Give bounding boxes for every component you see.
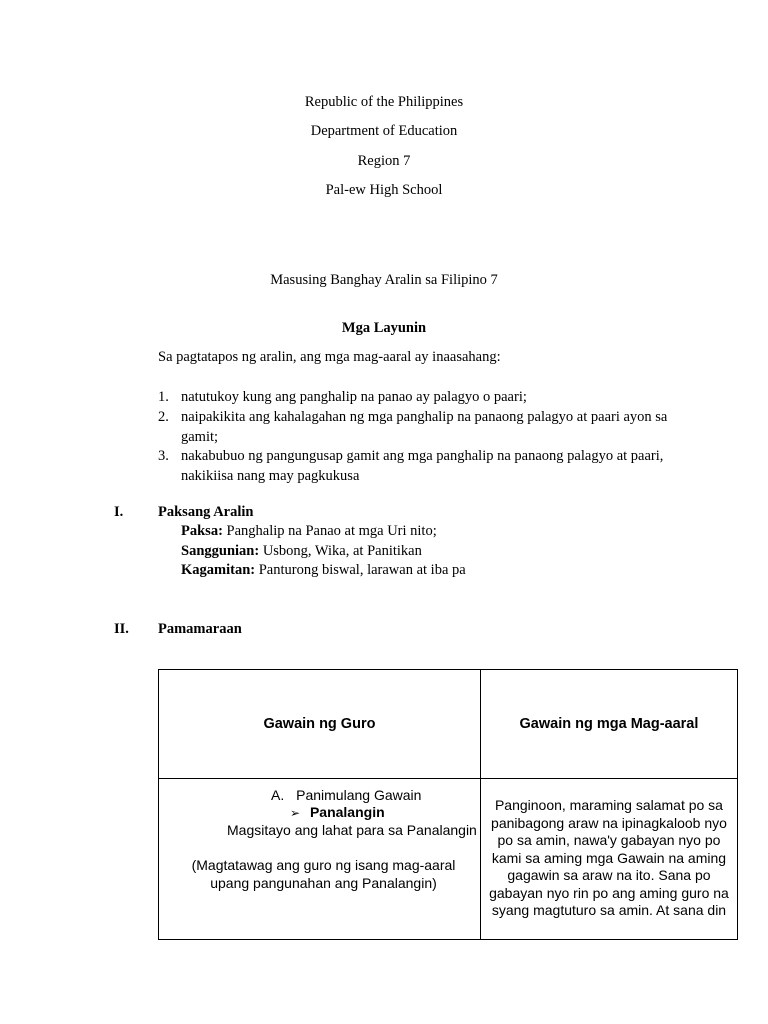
sanggunian-line xyxy=(181,543,422,560)
prayer-title: Panalangin xyxy=(309,804,385,820)
header-republic: Republic of the Philippines xyxy=(304,94,464,110)
objective-text: naipakikita ang kahalagahan ng mga panghalip na panaong palagyo at paari ayon sa gamit; xyxy=(181,409,668,445)
section-1-numeral: I. xyxy=(114,504,124,520)
objective-item-3 xyxy=(158,446,678,486)
paksa-line xyxy=(181,523,437,540)
kagamitan-label: Kagamitan: xyxy=(181,562,256,578)
teacher-activity-header: Gawain ng Guro xyxy=(159,670,481,779)
header-region: Region 7 xyxy=(357,153,411,169)
objectives-heading: Mga Layunin xyxy=(341,320,427,336)
section-2-title: Pamamaraan xyxy=(158,621,242,637)
prayer-instruction: Magsitayo ang lahat para sa Panalangin xyxy=(227,822,477,838)
objective-text: nakabubuo ng pangungusap gamit ang mga panghalip na panaong palagyo at paari, nakikiisa nang may pagkukusa xyxy=(181,448,664,484)
part-a-line xyxy=(271,787,421,805)
objective-item-2 xyxy=(158,407,678,447)
part-a-label: A. xyxy=(271,787,285,803)
section-1-title: Paksang Aralin xyxy=(158,504,254,520)
bullet-arrow-icon: ➢ xyxy=(290,806,301,820)
part-a-title: Panimulang Gawain xyxy=(296,787,422,803)
sanggunian-value: Usbong, Wika, at Panitikan xyxy=(262,543,422,559)
procedure-table xyxy=(158,669,738,940)
objective-number: 1. xyxy=(158,389,169,405)
kagamitan-value: Panturong biswal, larawan at iba pa xyxy=(258,562,466,578)
table-header-row xyxy=(159,670,738,779)
section-2-numeral: II. xyxy=(114,621,129,637)
teacher-activity-cell xyxy=(159,779,481,940)
student-activity-header: Gawain ng mga Mag-aaral xyxy=(480,670,737,779)
objective-number: 3. xyxy=(158,448,169,464)
sanggunian-label: Sanggunian: xyxy=(181,543,260,559)
paksa-label: Paksa: xyxy=(181,523,223,539)
header-school: Pal-ew High School xyxy=(325,182,443,198)
objectives-intro: Sa pagtatapos ng aralin, ang mga mag-aaral ay inaasahang: xyxy=(158,349,501,365)
document-title: Masusing Banghay Aralin sa Filipino 7 xyxy=(270,272,498,288)
objective-text: natutukoy kung ang panghalip na panao ay palagyo o paari; xyxy=(181,389,527,405)
prayer-bullet-line xyxy=(290,804,385,823)
objective-number: 2. xyxy=(158,409,169,425)
student-prayer-text: Panginoon, maraming salamat po sa panibagong araw na ipinagkaloob nyo po sa amin, nawa'y gabayan nyo po kami sa aming mga Gawain na aming gagawin sa araw na ito. Sana po gabayan nyo rin po ang aming guro na syang magtuturo sa amin. At sana din xyxy=(489,797,729,918)
table-row xyxy=(159,779,738,940)
paksa-value: Panghalip na Panao at mga Uri nito; xyxy=(226,523,437,539)
kagamitan-line xyxy=(181,562,466,579)
objective-item-1 xyxy=(158,387,678,407)
header-department: Department of Education xyxy=(310,123,458,139)
student-activity-cell xyxy=(480,779,737,940)
prayer-note: (Magtatawag ang guro ng isang mag-aaral upang pangunahan ang Panalangin) xyxy=(191,857,456,891)
